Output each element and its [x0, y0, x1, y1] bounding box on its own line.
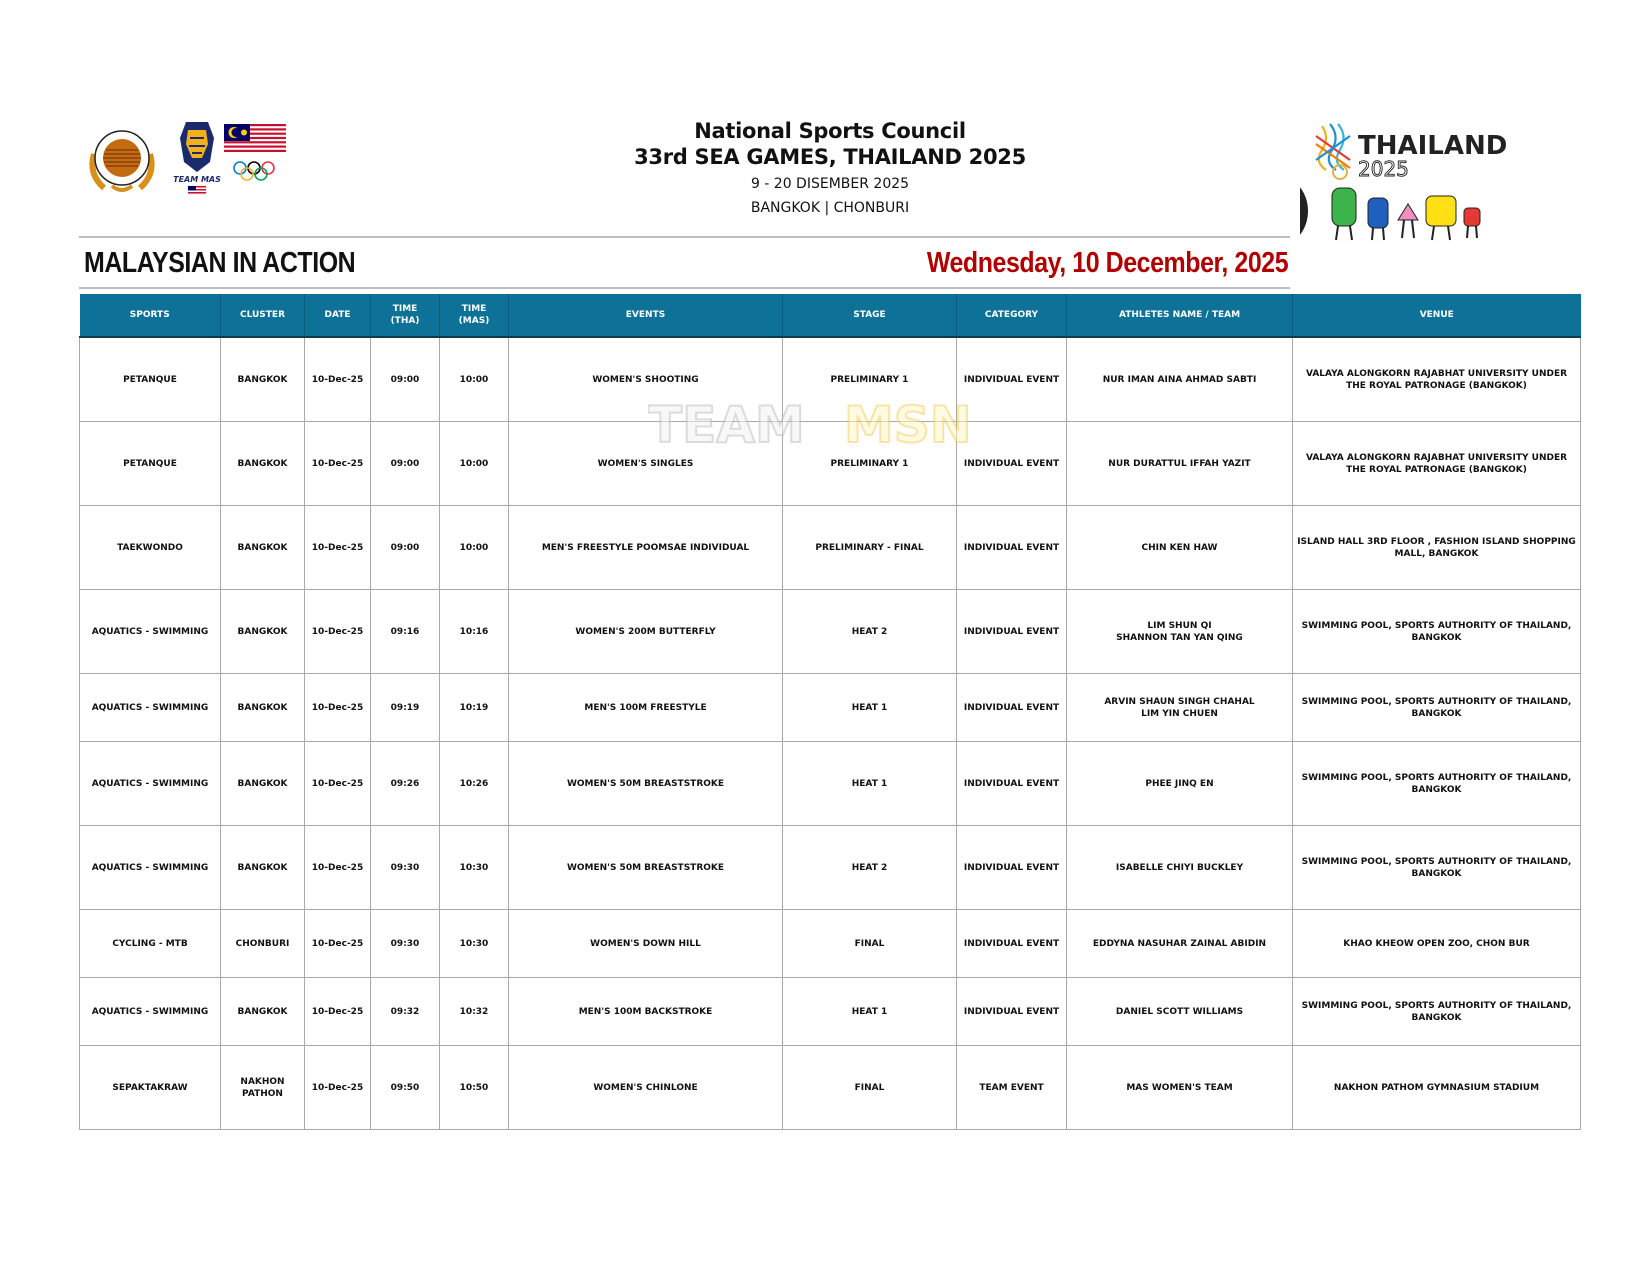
cell-events: MEN'S FREESTYLE POOMSAE INDIVIDUAL	[509, 506, 783, 590]
cell-stage: PRELIMINARY - FINAL	[783, 506, 957, 590]
column-header-text: VENUE	[1419, 310, 1454, 320]
cell-stage: PRELIMINARY 1	[783, 422, 957, 506]
cell-time-mas: 10:50	[440, 1046, 509, 1130]
mascot-red-icon	[1464, 208, 1480, 238]
cell-date: 10-Dec-25	[305, 1046, 371, 1130]
event-dates: 9 - 20 DISEMBER 2025	[750, 176, 910, 192]
column-header-stage	[783, 294, 957, 337]
cell-sports: TAEKWONDO	[80, 506, 221, 590]
header-divider-bottom	[79, 287, 1290, 289]
cell-athletes	[1067, 674, 1293, 742]
column-header-text: STAGE	[853, 310, 886, 320]
cell-category: INDIVIDUAL EVENT	[957, 422, 1067, 506]
athlete-name: NUR IMAN AINA AHMAD SABTI	[1102, 374, 1257, 385]
cell-time-mas: 10:30	[440, 910, 509, 978]
cell-events: WOMEN'S 50M BREASTSTROKE	[509, 826, 783, 910]
table-row	[80, 506, 1581, 590]
cell-time-mas: 10:00	[440, 337, 509, 422]
athlete-name: SHANNON TAN YAN QING	[1116, 632, 1243, 643]
cell-cluster: BANGKOK	[221, 742, 305, 826]
cell-athletes	[1067, 826, 1293, 910]
cell-time-tha: 09:30	[371, 826, 440, 910]
cell-cluster: BANGKOK	[221, 422, 305, 506]
column-header-text: SPORTS	[129, 310, 170, 320]
cell-date: 10-Dec-25	[305, 422, 371, 506]
table-row	[80, 337, 1581, 422]
athlete-name: NUR DURATTUL IFFAH YAZIT	[1108, 458, 1251, 469]
athlete-name: LIM SHUN QI	[1147, 620, 1212, 631]
cell-venue: SWIMMING POOL, SPORTS AUTHORITY OF THAILAND, BANGKOK	[1293, 826, 1581, 910]
cell-date: 10-Dec-25	[305, 590, 371, 674]
athlete-name: DANIEL SCOTT WILLIAMS	[1115, 1006, 1244, 1017]
cell-venue: SWIMMING POOL, SPORTS AUTHORITY OF THAILAND, BANGKOK	[1293, 978, 1581, 1046]
cell-events: MEN'S 100M FREESTYLE	[509, 674, 783, 742]
cell-cluster: BANGKOK	[221, 826, 305, 910]
cell-stage: HEAT 1	[783, 674, 957, 742]
year-logo-text: 2025	[1358, 157, 1409, 181]
table-header-row	[80, 294, 1581, 337]
cell-date: 10-Dec-25	[305, 337, 371, 422]
cell-sports: AQUATICS - SWIMMING	[80, 742, 221, 826]
thailand-logo-text: THAILAND	[1358, 131, 1508, 161]
athlete-name: LIM YIN CHUEN	[1141, 708, 1218, 719]
column-header-text: (THA)	[390, 316, 420, 326]
column-header-time-tha	[371, 294, 440, 337]
cell-category: INDIVIDUAL EVENT	[957, 674, 1067, 742]
cell-time-tha: 09:19	[371, 674, 440, 742]
cell-time-mas: 10:32	[440, 978, 509, 1046]
cell-stage: PRELIMINARY 1	[783, 337, 957, 422]
cell-venue: ISLAND HALL 3RD FLOOR , FASHION ISLAND SHOPPING MALL, BANGKOK	[1293, 506, 1581, 590]
cell-stage: FINAL	[783, 910, 957, 978]
left-logos	[84, 118, 294, 198]
schedule-date: Wednesday, 10 December, 2025	[926, 247, 1288, 279]
cell-date: 10-Dec-25	[305, 978, 371, 1046]
cell-category: TEAM EVENT	[957, 1046, 1067, 1130]
cell-time-tha: 09:00	[371, 337, 440, 422]
cell-date: 10-Dec-25	[305, 742, 371, 826]
column-header-venue	[1293, 294, 1581, 337]
watermark-team: TEAM	[648, 398, 805, 448]
table-row	[80, 422, 1581, 506]
mascot-pink-icon	[1398, 204, 1418, 238]
cell-time-tha: 09:00	[371, 422, 440, 506]
header-divider-top	[79, 236, 1290, 238]
cell-category: INDIVIDUAL EVENT	[957, 978, 1067, 1046]
cell-category: INDIVIDUAL EVENT	[957, 826, 1067, 910]
table-row	[80, 826, 1581, 910]
cell-events: MEN'S 100M BACKSTROKE	[509, 978, 783, 1046]
cell-time-tha: 09:32	[371, 978, 440, 1046]
cell-cluster: BANGKOK	[221, 978, 305, 1046]
cell-stage: HEAT 1	[783, 742, 957, 826]
cell-time-mas: 10:00	[440, 422, 509, 506]
cell-category: INDIVIDUAL EVENT	[957, 910, 1067, 978]
column-header-sports	[80, 294, 221, 337]
cell-time-mas: 10:00	[440, 506, 509, 590]
msn-emblem-logo	[84, 124, 160, 194]
cell-athletes	[1067, 506, 1293, 590]
cell-events: WOMEN'S CHINLONE	[509, 1046, 783, 1130]
cell-athletes	[1067, 1046, 1293, 1130]
cell-stage: HEAT 2	[783, 590, 957, 674]
cell-category: INDIVIDUAL EVENT	[957, 337, 1067, 422]
column-header-date	[305, 294, 371, 337]
cell-time-tha: 09:26	[371, 742, 440, 826]
mascot-green-icon	[1332, 188, 1356, 240]
cell-cluster: CHONBURI	[221, 910, 305, 978]
athlete-name: EDDYNA NASUHAR ZAINAL ABIDIN	[1092, 938, 1267, 949]
column-header-text: CATEGORY	[984, 310, 1039, 320]
athlete-name: ARVIN SHAUN SINGH CHAHAL	[1104, 696, 1255, 707]
organization-title: National Sports Council	[694, 119, 966, 143]
team-mas-logo	[172, 118, 222, 198]
cell-time-mas: 10:16	[440, 590, 509, 674]
column-header-text: (MAS)	[458, 316, 490, 326]
event-locations: BANGKOK | CHONBURI	[750, 200, 910, 216]
mascot-yellow-icon	[1426, 196, 1456, 240]
section-title: MALAYSIAN IN ACTION	[84, 247, 356, 279]
column-header-category	[957, 294, 1067, 337]
cell-venue: SWIMMING POOL, SPORTS AUTHORITY OF THAILAND, BANGKOK	[1293, 674, 1581, 742]
cell-venue: NAKHON PATHOM GYMNASIUM STADIUM	[1293, 1046, 1581, 1130]
cell-time-mas: 10:30	[440, 826, 509, 910]
column-header-text: EVENTS	[625, 310, 666, 320]
svg-text:TEAM MAS: TEAM MAS	[173, 175, 221, 184]
column-header-time-mas	[440, 294, 509, 337]
cell-sports: AQUATICS - SWIMMING	[80, 826, 221, 910]
column-header-cluster	[221, 294, 305, 337]
cell-time-mas: 10:26	[440, 742, 509, 826]
cell-stage: FINAL	[783, 1046, 957, 1130]
cell-events: WOMEN'S 50M BREASTSTROKE	[509, 742, 783, 826]
column-header-text: ATHLETES NAME / TEAM	[1118, 310, 1241, 320]
cell-venue: VALAYA ALONGKORN RAJABHAT UNIVERSITY UNDER THE ROYAL PATRONAGE (BANGKOK)	[1293, 422, 1581, 506]
cell-date: 10-Dec-25	[305, 506, 371, 590]
cell-date: 10-Dec-25	[305, 826, 371, 910]
table-row	[80, 910, 1581, 978]
cell-events: WOMEN'S SINGLES	[509, 422, 783, 506]
cell-cluster: NAKHON PATHON	[221, 1046, 305, 1130]
cell-venue: VALAYA ALONGKORN RAJABHAT UNIVERSITY UNDER THE ROYAL PATRONAGE (BANGKOK)	[1293, 337, 1581, 422]
cell-athletes	[1067, 590, 1293, 674]
cell-cluster: BANGKOK	[221, 506, 305, 590]
cell-athletes	[1067, 422, 1293, 506]
cell-stage: HEAT 1	[783, 978, 957, 1046]
malaysia-olympic-logo	[222, 122, 292, 192]
cell-sports: AQUATICS - SWIMMING	[80, 978, 221, 1046]
column-header-events	[509, 294, 783, 337]
sea-games-emblem-icon	[1316, 124, 1350, 170]
cell-venue: KHAO KHEOW OPEN ZOO, CHON BUR	[1293, 910, 1581, 978]
cell-time-mas: 10:19	[440, 674, 509, 742]
column-header-athletes	[1067, 294, 1293, 337]
table-row	[80, 590, 1581, 674]
cell-events: WOMEN'S 200M BUTTERFLY	[509, 590, 783, 674]
cell-time-tha: 09:50	[371, 1046, 440, 1130]
cell-sports: AQUATICS - SWIMMING	[80, 590, 221, 674]
cell-sports: SEPAKTAKRAW	[80, 1046, 221, 1130]
cell-events: WOMEN'S DOWN HILL	[509, 910, 783, 978]
column-header-text: CLUSTER	[239, 310, 286, 320]
cell-time-tha: 09:16	[371, 590, 440, 674]
table-row	[80, 742, 1581, 826]
column-header-text: DATE	[324, 310, 351, 320]
mascot-blue-icon	[1368, 198, 1388, 240]
cell-athletes	[1067, 978, 1293, 1046]
cell-athletes	[1067, 910, 1293, 978]
cell-time-tha: 09:00	[371, 506, 440, 590]
schedule-table	[79, 294, 1581, 1130]
cell-sports: AQUATICS - SWIMMING	[80, 674, 221, 742]
watermark-msn: MSN	[844, 398, 972, 448]
event-title: 33rd SEA GAMES, THAILAND 2025	[634, 145, 1026, 169]
athlete-name: PHEE JINQ EN	[1145, 778, 1214, 789]
cell-athletes	[1067, 337, 1293, 422]
cell-venue: SWIMMING POOL, SPORTS AUTHORITY OF THAILAND, BANGKOK	[1293, 742, 1581, 826]
cell-sports: PETANQUE	[80, 337, 221, 422]
cell-cluster: BANGKOK	[221, 674, 305, 742]
cell-date: 10-Dec-25	[305, 674, 371, 742]
mascot-main-icon	[1300, 177, 1308, 245]
athlete-name: ISABELLE CHIYI BUCKLEY	[1115, 862, 1244, 873]
cell-cluster: BANGKOK	[221, 590, 305, 674]
cell-cluster: BANGKOK	[221, 337, 305, 422]
cell-sports: PETANQUE	[80, 422, 221, 506]
cell-sports: CYCLING - MTB	[80, 910, 221, 978]
cell-date: 10-Dec-25	[305, 910, 371, 978]
document-header	[560, 118, 1100, 218]
table-row	[80, 1046, 1581, 1130]
cell-events: WOMEN'S SHOOTING	[509, 337, 783, 422]
cell-athletes	[1067, 742, 1293, 826]
athlete-name: MAS WOMEN'S TEAM	[1126, 1082, 1233, 1093]
table-row	[80, 978, 1581, 1046]
column-header-text: TIME	[461, 304, 487, 314]
cell-category: INDIVIDUAL EVENT	[957, 742, 1067, 826]
cell-venue: SWIMMING POOL, SPORTS AUTHORITY OF THAILAND, BANGKOK	[1293, 590, 1581, 674]
table-row	[80, 674, 1581, 742]
cell-category: INDIVIDUAL EVENT	[957, 506, 1067, 590]
cell-category: INDIVIDUAL EVENT	[957, 590, 1067, 674]
athlete-name: CHIN KEN HAW	[1141, 542, 1218, 553]
thailand-2025-logo	[1300, 116, 1580, 256]
cell-stage: HEAT 2	[783, 826, 957, 910]
column-header-text: TIME	[392, 304, 418, 314]
cell-time-tha: 09:30	[371, 910, 440, 978]
